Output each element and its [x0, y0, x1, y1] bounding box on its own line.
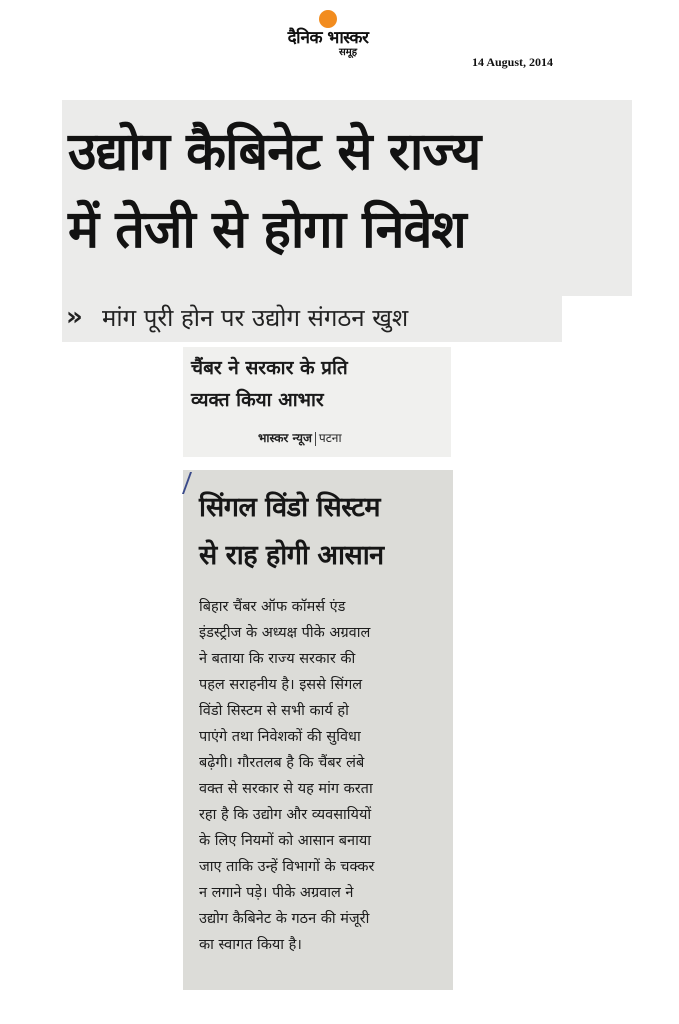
box-title-line-1: सिंगल विंडो सिस्टम [199, 492, 380, 523]
body-line: बिहार चैंबर ऑफ कॉमर्स एंड [199, 599, 346, 615]
sun-logo-icon [319, 10, 337, 28]
body-line: उद्योग कैबिनेट के गठन की मंजूरी [199, 911, 370, 927]
byline-city: पटना [318, 431, 342, 445]
publication-date: 14 August, 2014 [472, 55, 554, 69]
body-line: बढ़ेगी। गौरतलब है कि चैंबर लंबे [199, 755, 365, 771]
brand-name: दैनिक भास्कर [287, 28, 369, 48]
kicker-line-1: चैंबर ने सरकार के प्रति [191, 357, 348, 379]
body-line: जाए ताकि उन्हें विभागों के चक्कर [199, 859, 375, 875]
body-line: वक्त से सरकार से यह मांग करता [199, 781, 373, 797]
headline-line-1: उद्योग कैबिनेट से राज्य [68, 122, 481, 182]
body-line: ने बताया कि राज्य सरकार की [199, 651, 356, 667]
headline-block [62, 100, 632, 296]
subheadline: मांग पूरी होन पर उद्योग संगठन खुश [102, 304, 409, 332]
brand-subtitle: समूह [338, 47, 358, 58]
box-title-line-2: से राह होगी आसान [199, 540, 384, 571]
byline-source: भास्कर न्यूज [258, 431, 312, 445]
body-line: पाएंगे तथा निवेशकों की सुविधा [199, 729, 361, 745]
body-line: इंडस्ट्रीज के अध्यक्ष पीके अग्रवाल [199, 625, 371, 641]
body-line: पहल सराहनीय है। इससे सिंगल [199, 677, 363, 693]
kicker-line-2: व्यक्त किया आभार [191, 389, 324, 411]
body-line: के लिए नियमों को आसान बनाया [199, 833, 371, 849]
body-line: न लगाने पड़े। पीके अग्रवाल ने [199, 885, 354, 901]
byline [258, 429, 342, 447]
double-chevron-icon: » [66, 302, 83, 332]
headline-line-2: में तेजी से होगा निवेश [68, 200, 466, 260]
body-line: रहा है कि उद्योग और व्यवसायियों [199, 807, 372, 823]
boxed-story [183, 470, 453, 990]
body-line: विंडो सिस्टम से सभी कार्य हो [199, 703, 349, 719]
masthead-logo [268, 10, 388, 58]
body-line: का स्वागत किया है। [199, 937, 302, 953]
byline-divider [315, 432, 316, 446]
subheadline-block [62, 296, 562, 342]
